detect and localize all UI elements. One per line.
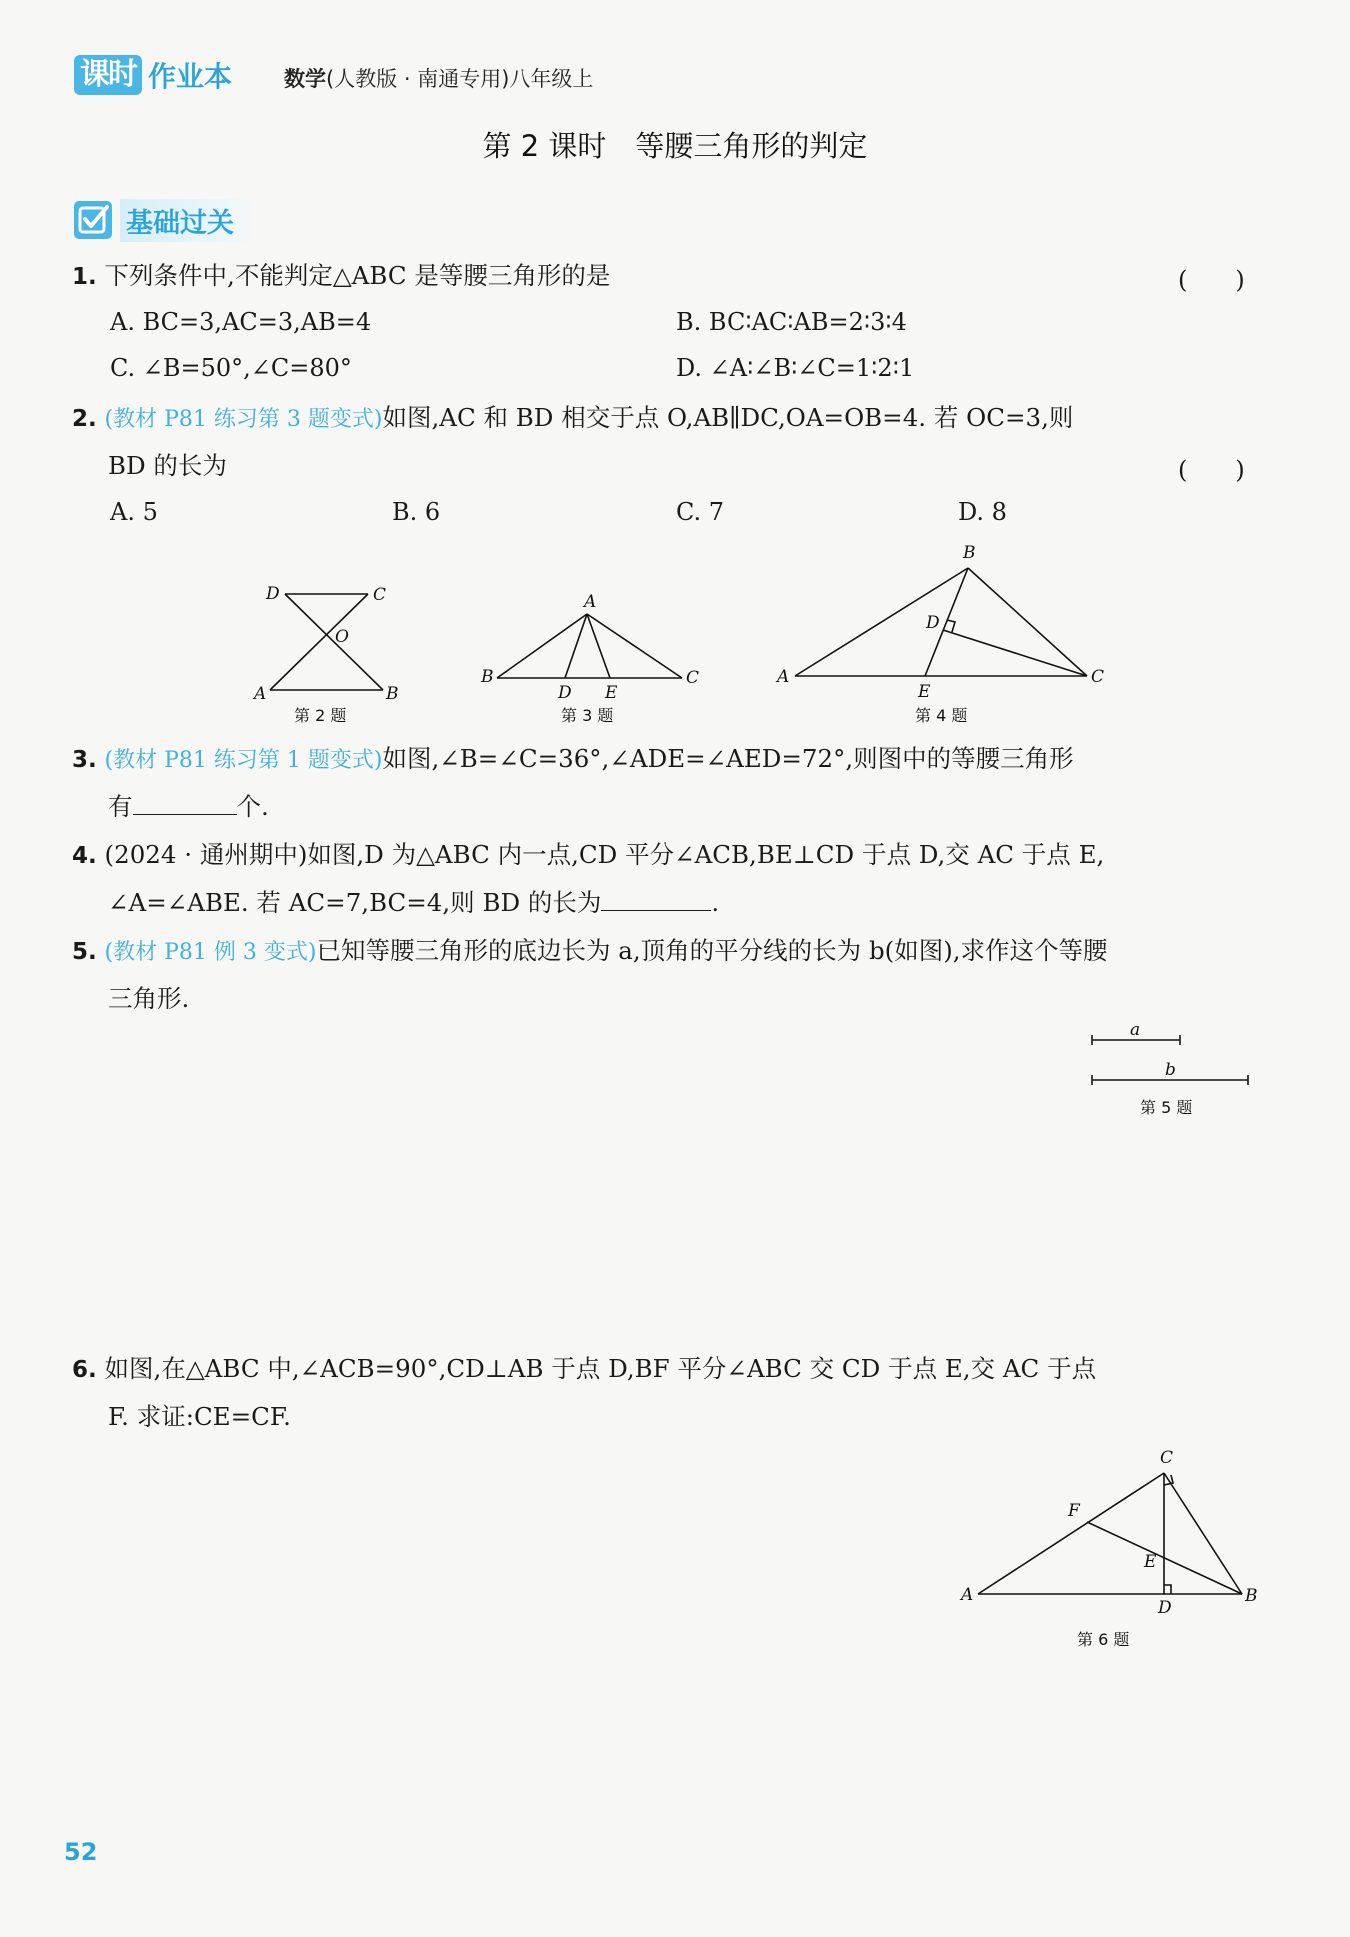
figure-2 xyxy=(240,575,420,735)
option-b: B. 6 xyxy=(392,498,441,526)
question-text: 已知等腰三角形的底边长为 a,顶角的平分线的长为 b(如图),求作这个等腰 xyxy=(316,936,1108,965)
segment-label: b xyxy=(1165,1060,1176,1080)
option-d: D. 8 xyxy=(958,498,1007,526)
point-label: O xyxy=(335,627,349,647)
option-a: A. 5 xyxy=(110,498,158,526)
question-3-stem xyxy=(72,743,1074,777)
book-subject xyxy=(284,63,593,93)
question-5-stem-line2: 三角形. xyxy=(108,984,190,1013)
point-label: E xyxy=(918,682,931,702)
checkmark-icon xyxy=(74,201,112,239)
question-number: 3. xyxy=(72,747,97,773)
point-label: D xyxy=(1158,1598,1172,1618)
point-label: C xyxy=(373,585,387,605)
segment-label: a xyxy=(1130,1020,1141,1040)
section-header xyxy=(74,200,256,240)
point-label: B xyxy=(386,684,399,704)
question-text: 如图,∠B=∠C=36°,∠ADE=∠AED=72°,则图中的等腰三角形 xyxy=(382,744,1074,773)
option-d: D. ∠A∶∠B∶∠C=1∶2∶1 xyxy=(676,354,915,382)
point-label: C xyxy=(1160,1448,1174,1468)
question-number: 1. xyxy=(72,264,97,290)
question-number: 6. xyxy=(72,1357,97,1383)
subject-name: 数学 xyxy=(284,67,326,91)
page-number: 52 xyxy=(64,1838,98,1866)
question-4-stem-line2 xyxy=(108,887,719,919)
logo-box: 课时 xyxy=(74,55,142,95)
question-text: ∠A=∠ABE. 若 AC=7,BC=4,则 BD 的长为 xyxy=(108,888,602,917)
answer-paren: ( ) xyxy=(1178,456,1245,484)
point-label: D xyxy=(558,683,572,703)
point-label: D xyxy=(926,613,940,633)
figure-caption: 第 6 题 xyxy=(1077,1630,1130,1649)
source-note: (教材 P81 练习第 1 题变式) xyxy=(104,748,383,773)
figure-6 xyxy=(955,1445,1265,1660)
point-label: C xyxy=(1091,667,1105,687)
question-number: 4. xyxy=(72,843,97,869)
point-label: A xyxy=(254,684,267,704)
point-label: D xyxy=(266,584,280,604)
figure-3 xyxy=(475,590,710,735)
answer-blank[interactable] xyxy=(601,888,711,911)
point-label: E xyxy=(1144,1552,1157,1572)
source-note: (教材 P81 练习第 3 题变式) xyxy=(104,407,383,432)
figure-caption: 第 3 题 xyxy=(561,706,614,725)
source-note: (教材 P81 例 3 变式) xyxy=(104,940,317,965)
question-text: 有 xyxy=(108,792,133,821)
question-text: . xyxy=(711,888,720,917)
option-a: A. BC=3,AC=3,AB=4 xyxy=(110,308,372,336)
option-b: B. BC∶AC∶AB=2∶3∶4 xyxy=(676,308,907,336)
question-4-stem xyxy=(72,839,1104,872)
point-label: C xyxy=(686,668,700,688)
question-text: (2024 · 通州期中)如图,D 为△ABC 内一点,CD 平分∠ACB,BE⊥CD 于点 D,交 AC 于点 E, xyxy=(104,840,1105,869)
section-label: 基础过关 xyxy=(120,199,256,242)
point-label: F xyxy=(1068,1501,1080,1521)
question-text: 个. xyxy=(236,792,269,821)
point-label: A xyxy=(584,592,597,612)
question-1-stem xyxy=(72,260,610,293)
question-3-stem-line2 xyxy=(108,791,269,823)
brand-logo xyxy=(74,55,232,95)
point-label: A xyxy=(961,1585,974,1605)
figure-5 xyxy=(1080,1020,1260,1120)
question-text: 如图,AC 和 BD 相交于点 O,AB∥DC,OA=OB=4. 若 OC=3,则 xyxy=(382,403,1074,432)
point-label: E xyxy=(605,683,618,703)
question-text: 下列条件中,不能判定△ABC 是等腰三角形的是 xyxy=(104,261,611,290)
point-label: A xyxy=(777,667,790,687)
question-6-stem-line2: F. 求证:CE=CF. xyxy=(108,1402,291,1431)
question-6-stem xyxy=(72,1353,1096,1386)
figure-4 xyxy=(775,540,1115,735)
question-2-stem-line2: BD 的长为 xyxy=(108,451,227,480)
answer-paren: ( ) xyxy=(1178,266,1245,294)
lesson-title: 第 2 课时 等腰三角形的判定 xyxy=(482,129,868,163)
figure-caption: 第 2 题 xyxy=(294,706,347,725)
logo-text: 作业本 xyxy=(148,60,233,93)
point-label: B xyxy=(963,543,976,563)
question-number: 5. xyxy=(72,939,97,965)
question-2-stem xyxy=(72,402,1073,436)
figure-caption: 第 4 题 xyxy=(915,706,968,725)
option-c: C. 7 xyxy=(676,498,725,526)
question-text: 如图,在△ABC 中,∠ACB=90°,CD⊥AB 于点 D,BF 平分∠ABC 交 CD 于点 E,交 AC 于点 xyxy=(104,1354,1097,1383)
question-number: 2. xyxy=(72,406,97,432)
question-5-stem xyxy=(72,935,1108,969)
subject-edition: (人教版 · 南通专用)八年级上 xyxy=(326,67,594,91)
figure-caption: 第 5 题 xyxy=(1140,1098,1193,1117)
option-c: C. ∠B=50°,∠C=80° xyxy=(110,354,352,382)
answer-blank[interactable] xyxy=(133,792,237,815)
point-label: B xyxy=(1245,1586,1258,1606)
point-label: B xyxy=(481,667,494,687)
